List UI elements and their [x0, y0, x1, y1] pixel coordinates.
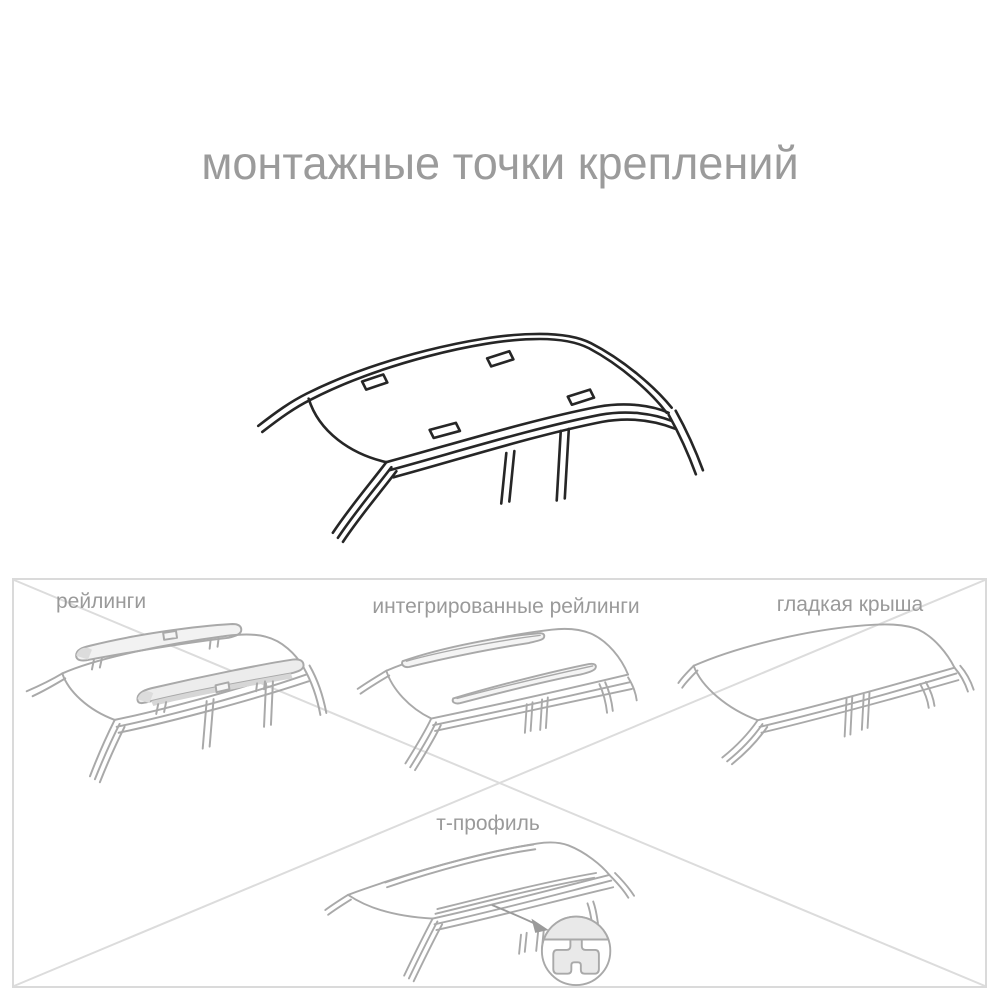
label-t-profile: т-профиль: [436, 812, 540, 835]
label-integrated-railings: интегрированные рейлинги: [372, 595, 640, 618]
arrow-head: [531, 919, 548, 933]
mount-point-far-right: [487, 351, 513, 366]
roof-types-panel: [12, 578, 987, 988]
railings-roof-drawing: [16, 622, 338, 800]
integrated-railings-roof-drawing: [340, 622, 662, 794]
mount-point-near-right: [568, 390, 594, 405]
smooth-roof-drawing: [680, 618, 994, 790]
main-roof-mounting-points-drawing: [228, 318, 712, 562]
t-profile-upper-cap: [544, 917, 609, 940]
mount-point-near-left: [430, 423, 460, 438]
page-title: монтажные точки креплений: [201, 137, 799, 189]
t-profile-roof-drawing: [290, 835, 714, 987]
label-railings: рейлинги: [56, 590, 147, 613]
label-smooth-roof: гладкая крыша: [776, 593, 924, 616]
